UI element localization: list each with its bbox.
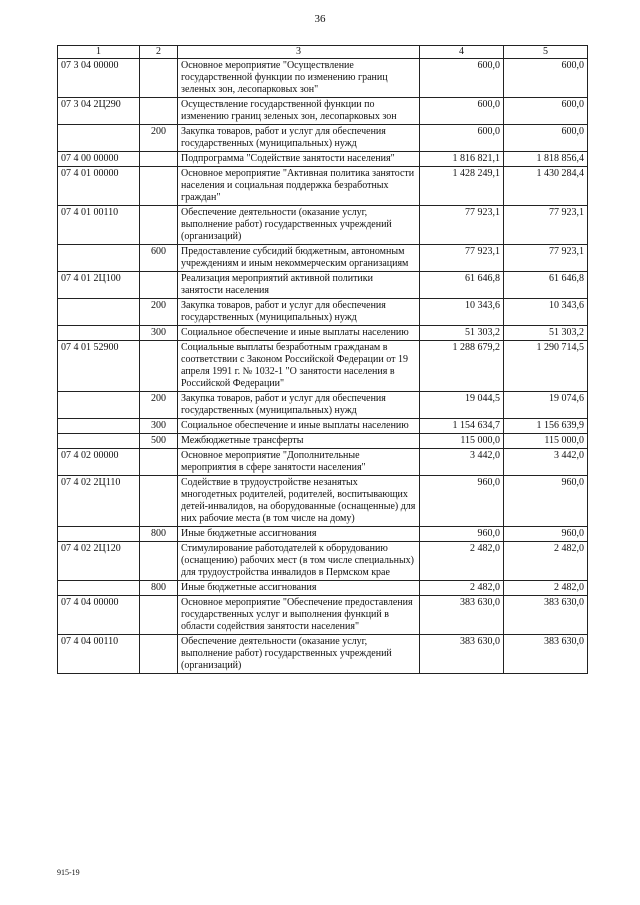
row-expense-kind-cell — [140, 596, 178, 635]
row-amount-year2-cell: 960,0 — [504, 476, 588, 527]
row-code-cell: 07 4 02 2Ц120 — [58, 542, 140, 581]
header-col-2: 2 — [140, 46, 178, 59]
row-amount-year2-cell: 77 923,1 — [504, 206, 588, 245]
row-amount-year2-cell: 19 074,6 — [504, 392, 588, 419]
row-expense-kind-cell: 800 — [140, 581, 178, 596]
row-code-cell — [58, 326, 140, 341]
row-name-cell: Содействие в трудоустройстве незанятых многодетных родителей, родителей, воспитывающих детей-инвалидов, на оборудованные (оснащенные) для них рабочие места (в том числе на дому) — [178, 476, 420, 527]
row-name-cell: Подпрограмма "Содействие занятости населения" — [178, 152, 420, 167]
row-name-cell: Межбюджетные трансферты — [178, 434, 420, 449]
row-name-cell: Основное мероприятие "Дополнительные мероприятия в сфере занятости населения" — [178, 449, 420, 476]
row-code-cell — [58, 125, 140, 152]
row-name-cell: Стимулирование работодателей к оборудованию (оснащению) рабочих мест (в том числе специальных) для трудоустройства инвалидов в Пермском крае — [178, 542, 420, 581]
row-amount-year1-cell: 960,0 — [420, 476, 504, 527]
table-header — [58, 46, 588, 59]
row-expense-kind-cell — [140, 476, 178, 527]
row-amount-year2-cell: 61 646,8 — [504, 272, 588, 299]
table-row — [58, 326, 588, 341]
row-name-cell: Иные бюджетные ассигнования — [178, 527, 420, 542]
row-expense-kind-cell: 600 — [140, 245, 178, 272]
row-code-cell — [58, 434, 140, 449]
row-expense-kind-cell — [140, 635, 178, 674]
row-expense-kind-cell — [140, 449, 178, 476]
row-amount-year1-cell: 3 442,0 — [420, 449, 504, 476]
table-body — [58, 59, 588, 674]
row-amount-year1-cell: 600,0 — [420, 59, 504, 98]
row-expense-kind-cell — [140, 98, 178, 125]
row-amount-year2-cell: 1 430 284,4 — [504, 167, 588, 206]
row-amount-year2-cell: 383 630,0 — [504, 635, 588, 674]
row-amount-year2-cell: 960,0 — [504, 527, 588, 542]
header-row — [58, 46, 588, 59]
row-amount-year1-cell: 1 288 679,2 — [420, 341, 504, 392]
row-expense-kind-cell — [140, 59, 178, 98]
row-expense-kind-cell — [140, 167, 178, 206]
table-row — [58, 125, 588, 152]
row-name-cell: Социальное обеспечение и иные выплаты населению — [178, 419, 420, 434]
row-code-cell: 07 4 01 2Ц100 — [58, 272, 140, 299]
row-name-cell: Основное мероприятие "Активная политика занятости населения и социальная поддержка безработных граждан" — [178, 167, 420, 206]
row-amount-year1-cell: 600,0 — [420, 125, 504, 152]
table-row — [58, 596, 588, 635]
row-expense-kind-cell — [140, 272, 178, 299]
table-row — [58, 527, 588, 542]
table-row — [58, 434, 588, 449]
row-name-cell: Закупка товаров, работ и услуг для обеспечения государственных (муниципальных) нужд — [178, 392, 420, 419]
row-name-cell: Реализация мероприятий активной политики занятости населения — [178, 272, 420, 299]
row-expense-kind-cell: 800 — [140, 527, 178, 542]
row-name-cell: Социальные выплаты безработным гражданам в соответствии с Законом Российской Федерации от 19 апреля 1991 г. № 1032-1 "О занятости населения в Российской Федерации" — [178, 341, 420, 392]
table-row — [58, 635, 588, 674]
document-code: 915-19 — [57, 868, 80, 877]
row-amount-year2-cell: 77 923,1 — [504, 245, 588, 272]
row-name-cell: Основное мероприятие "Обеспечение предоставления государственных услуг и выполнения функций в области содействия занятости населения" — [178, 596, 420, 635]
table-row — [58, 59, 588, 98]
table-row — [58, 341, 588, 392]
row-amount-year2-cell: 3 442,0 — [504, 449, 588, 476]
row-code-cell — [58, 581, 140, 596]
row-name-cell: Закупка товаров, работ и услуг для обеспечения государственных (муниципальных) нужд — [178, 125, 420, 152]
row-amount-year1-cell: 383 630,0 — [420, 635, 504, 674]
row-amount-year1-cell: 77 923,1 — [420, 245, 504, 272]
row-code-cell: 07 3 04 2Ц290 — [58, 98, 140, 125]
header-col-4: 4 — [420, 46, 504, 59]
row-code-cell — [58, 392, 140, 419]
page-number: 36 — [314, 13, 326, 25]
budget-table — [57, 45, 588, 674]
row-expense-kind-cell: 200 — [140, 125, 178, 152]
row-code-cell — [58, 419, 140, 434]
row-expense-kind-cell — [140, 206, 178, 245]
row-amount-year2-cell: 10 343,6 — [504, 299, 588, 326]
row-amount-year1-cell: 1 428 249,1 — [420, 167, 504, 206]
row-code-cell: 07 4 00 00000 — [58, 152, 140, 167]
row-amount-year1-cell: 1 816 821,1 — [420, 152, 504, 167]
row-name-cell: Обеспечение деятельности (оказание услуг, выполнение работ) государственных учреждений (организаций) — [178, 635, 420, 674]
row-code-cell: 07 4 02 2Ц110 — [58, 476, 140, 527]
row-code-cell: 07 4 02 00000 — [58, 449, 140, 476]
row-amount-year2-cell: 51 303,2 — [504, 326, 588, 341]
row-expense-kind-cell — [140, 542, 178, 581]
row-amount-year1-cell: 19 044,5 — [420, 392, 504, 419]
row-code-cell: 07 4 01 52900 — [58, 341, 140, 392]
row-amount-year2-cell: 2 482,0 — [504, 581, 588, 596]
table-row — [58, 581, 588, 596]
table-row — [58, 245, 588, 272]
row-code-cell: 07 3 04 00000 — [58, 59, 140, 98]
row-amount-year2-cell: 600,0 — [504, 98, 588, 125]
row-code-cell: 07 4 01 00000 — [58, 167, 140, 206]
row-amount-year1-cell: 600,0 — [420, 98, 504, 125]
row-amount-year2-cell: 600,0 — [504, 59, 588, 98]
row-amount-year2-cell: 1 290 714,5 — [504, 341, 588, 392]
row-code-cell: 07 4 04 00110 — [58, 635, 140, 674]
row-expense-kind-cell: 300 — [140, 326, 178, 341]
row-amount-year2-cell: 600,0 — [504, 125, 588, 152]
row-amount-year1-cell: 2 482,0 — [420, 542, 504, 581]
row-expense-kind-cell — [140, 152, 178, 167]
row-amount-year1-cell: 77 923,1 — [420, 206, 504, 245]
row-expense-kind-cell — [140, 341, 178, 392]
row-amount-year2-cell: 1 156 639,9 — [504, 419, 588, 434]
row-name-cell: Иные бюджетные ассигнования — [178, 581, 420, 596]
row-name-cell: Обеспечение деятельности (оказание услуг, выполнение работ) государственных учреждений (организаций) — [178, 206, 420, 245]
row-amount-year2-cell: 383 630,0 — [504, 596, 588, 635]
row-code-cell — [58, 527, 140, 542]
row-code-cell — [58, 245, 140, 272]
header-col-1: 1 — [58, 46, 140, 59]
table-row — [58, 98, 588, 125]
row-name-cell: Основное мероприятие "Осуществление государственной функции по изменению границ зеленых зон, лесопарковых зон" — [178, 59, 420, 98]
row-amount-year1-cell: 115 000,0 — [420, 434, 504, 449]
table-row — [58, 167, 588, 206]
row-expense-kind-cell: 200 — [140, 299, 178, 326]
row-amount-year2-cell: 115 000,0 — [504, 434, 588, 449]
table-row — [58, 152, 588, 167]
row-amount-year1-cell: 2 482,0 — [420, 581, 504, 596]
row-expense-kind-cell: 300 — [140, 419, 178, 434]
row-name-cell: Закупка товаров, работ и услуг для обеспечения государственных (муниципальных) нужд — [178, 299, 420, 326]
row-amount-year2-cell: 1 818 856,4 — [504, 152, 588, 167]
table-row — [58, 419, 588, 434]
header-col-5: 5 — [504, 46, 588, 59]
row-amount-year1-cell: 1 154 634,7 — [420, 419, 504, 434]
table-row — [58, 392, 588, 419]
row-expense-kind-cell: 200 — [140, 392, 178, 419]
table-row — [58, 449, 588, 476]
row-amount-year1-cell: 10 343,6 — [420, 299, 504, 326]
row-amount-year1-cell: 383 630,0 — [420, 596, 504, 635]
row-name-cell: Осуществление государственной функции по изменению границ зеленых зон, лесопарковых зон — [178, 98, 420, 125]
row-code-cell — [58, 299, 140, 326]
row-amount-year2-cell: 2 482,0 — [504, 542, 588, 581]
table-row — [58, 206, 588, 245]
row-name-cell: Социальное обеспечение и иные выплаты населению — [178, 326, 420, 341]
header-col-3: 3 — [178, 46, 420, 59]
row-amount-year1-cell: 51 303,2 — [420, 326, 504, 341]
table-row — [58, 476, 588, 527]
table-row — [58, 272, 588, 299]
row-code-cell: 07 4 04 00000 — [58, 596, 140, 635]
row-amount-year1-cell: 960,0 — [420, 527, 504, 542]
row-expense-kind-cell: 500 — [140, 434, 178, 449]
row-code-cell: 07 4 01 00110 — [58, 206, 140, 245]
row-amount-year1-cell: 61 646,8 — [420, 272, 504, 299]
row-name-cell: Предоставление субсидий бюджетным, автономным учреждениям и иным некоммерческим организациям — [178, 245, 420, 272]
table-row — [58, 299, 588, 326]
table-row — [58, 542, 588, 581]
